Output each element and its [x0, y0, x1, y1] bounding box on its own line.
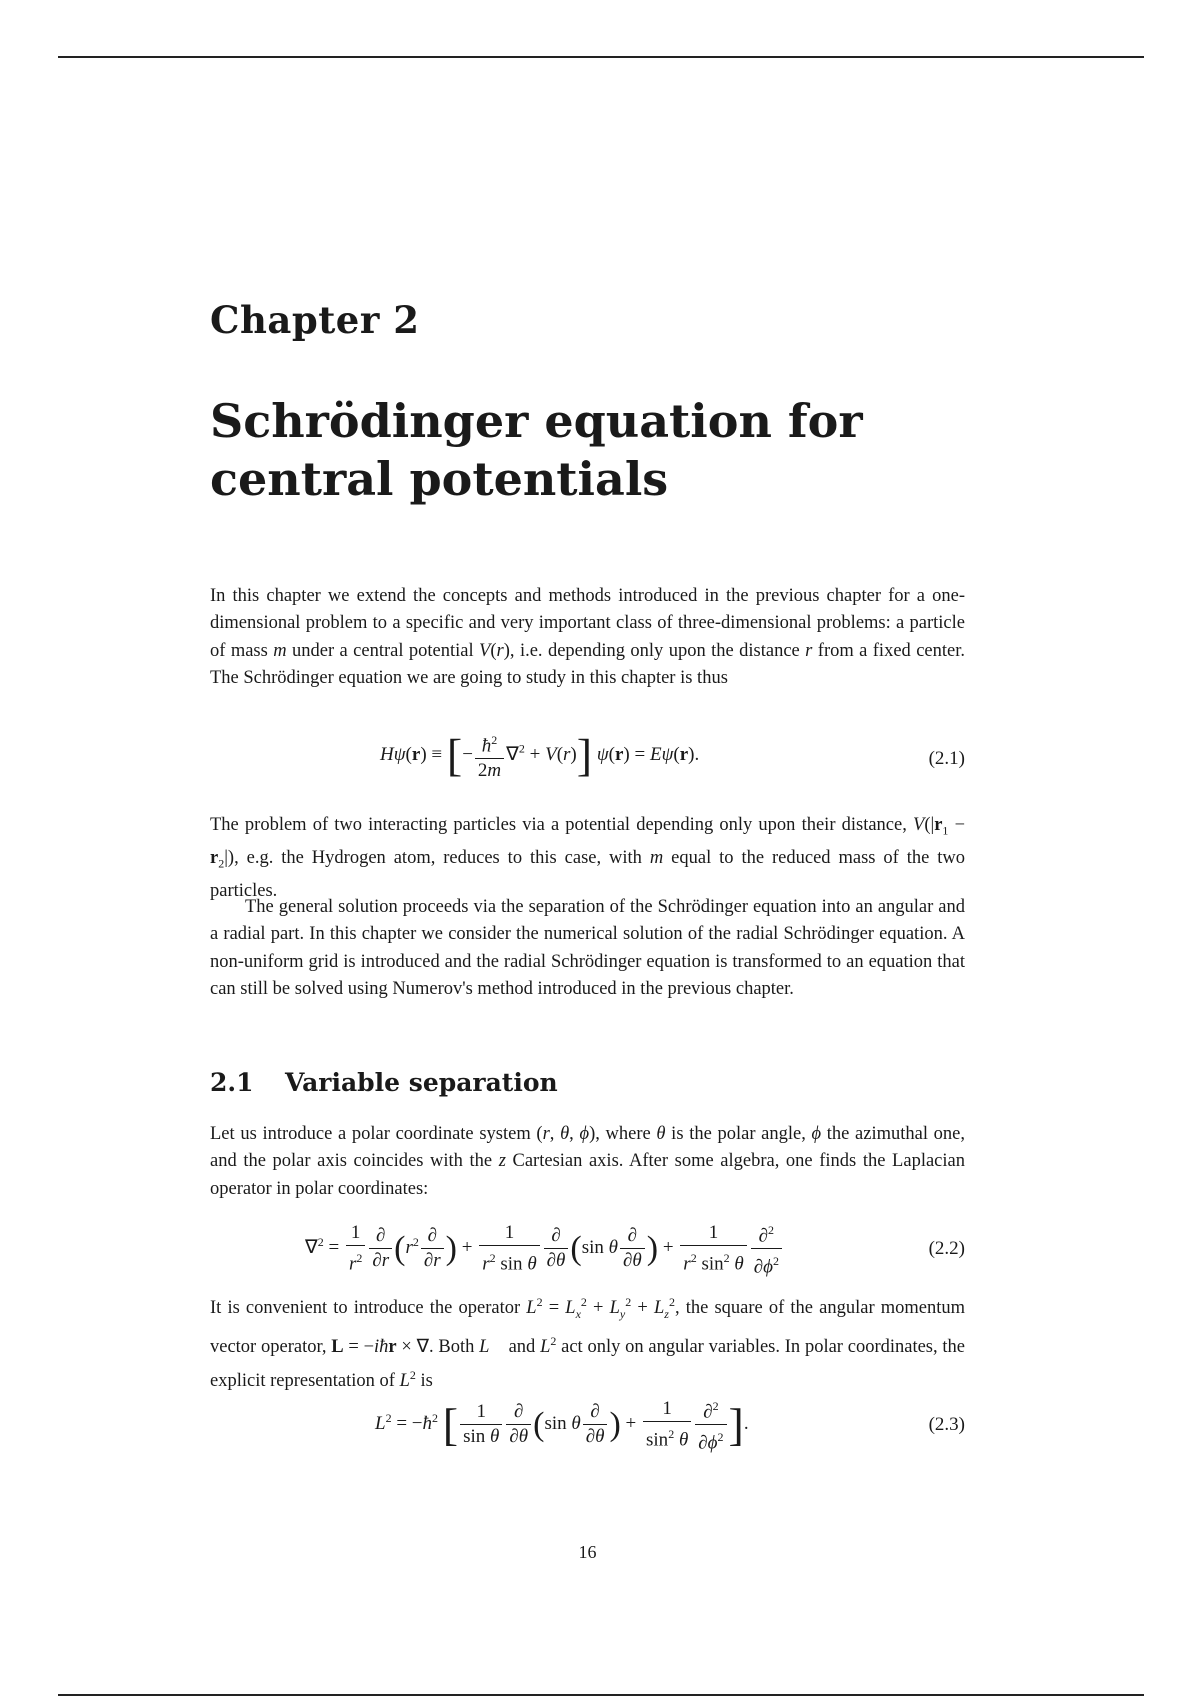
section-number: 2.1	[210, 1068, 254, 1097]
text-run: Let us introduce a polar coordinate system	[210, 1124, 537, 1144]
chapter-label: Chapter 2	[210, 298, 420, 342]
chapter-title: Schrödinger equation for central potentials	[210, 394, 863, 506]
section-paragraph-2: It is convenient to introduce the operator $L^2 = L_x^2 + L_y^2 + L_z^2$, the square of the angular momentum vector operator, L = −iħr × ∇. Both L⃗ and $L^2$ act only on angular variables. In polar coordinates, the explicit representation of $L^2$ is	[210, 1295, 966, 1391]
text-run: is	[415, 1370, 433, 1391]
text-run: Cartesian axis. After some algebra, one finds the Laplacian operator in polar coordinates:	[210, 1151, 965, 1199]
text-run: , i.e. depending only upon the distance	[509, 640, 806, 661]
text-run: In this chapter we extend the concepts and methods introduced in the previous chapter for a one-dimensional problem to a specific and very important class of three-dimensional problems: a particle of mass	[210, 586, 965, 661]
text-run: under a central potential	[286, 640, 480, 661]
text-run: , the square of the angular momentum vector operator,	[210, 1298, 966, 1358]
text-run: . Both	[428, 1337, 480, 1358]
section-title: Variable separation	[285, 1068, 558, 1097]
equation-number: (2.2)	[928, 1238, 965, 1259]
equation-2-2	[210, 1218, 965, 1288]
equation-2-3	[210, 1394, 965, 1464]
intro-paragraph-1: In this chapter we extend the concepts and methods introduced in the previous chapter for a one-dimensional problem to a specific and very important class of three-dimensional problems: a particle of mass m under a central potential V(r), i.e. depending only upon the distance r from a fixed center. The Schrödinger equation we are going to study in this chapter is thus	[210, 586, 965, 689]
text-run: , e.g. the Hydrogen atom, reduces to this case, with	[234, 848, 650, 869]
equation-body: Hψ(r) ≡ [− $\frac{ħ^2}{2m}$ ∇$^2$ + V(r)] ψ(r) = Eψ(r).	[380, 729, 700, 782]
text-run: equal to the reduced mass of the two particles.	[210, 848, 966, 902]
text-run: act only on angular variables. In polar coordinates, the explicit representation of	[210, 1337, 965, 1391]
intro-paragraph-3: The general solution proceeds via the separation of the Schrödinger equation into an angular and a radial part. In this chapter we consider the numerical solution of the radial Schrödinger equation. A non-uniform grid is introduced and the radial Schrödinger equation is transformed to an equation that can still be solved using Numerov's method introduced in the previous chapter.	[210, 897, 965, 1000]
page-number: 16	[578, 1542, 597, 1562]
text-run: and	[503, 1337, 541, 1358]
text-run: is the polar angle,	[665, 1124, 812, 1144]
section-heading	[210, 1068, 558, 1097]
equation-number: (2.1)	[928, 748, 965, 769]
section-paragraph-1: Let us introduce a polar coordinate system (r, θ, ϕ), where θ is the polar angle, ϕ the azimuthal one, and the polar axis coincides with the z Cartesian axis. After some algebra, one finds the Laplacian operator in polar coordinates:	[210, 1124, 966, 1199]
text-run: the azimuthal one, and the polar axis coincides with the	[210, 1124, 966, 1172]
text-run: The problem of two interacting particles via a potential depending only upon their distance,	[210, 815, 914, 835]
equation-body: $L^2$ = $-ħ^2$ [ $\frac{1}{\text{sin θ}}$ $\frac{\partial}{\partial\theta}$ (sin θ $\frac{\partial}{\partial\theta}$ ) + $\frac{1}{\sin^2 \theta}$ $\frac{\partial^2}{\partial\phi^2}$ ].	[375, 1394, 749, 1456]
equation-body: ∇$^2$ = $\frac{1}{r^2}$ $\frac{\partial}{\partial r}$ ($r^2$ $\frac{\partial}{\partial r}$ ) + $\frac{1}{r^2 \sin \theta}$ $\frac{\partial}{\partial\theta}$ (sin θ $\frac{\partial}{\partial\theta}$ ) + $\frac{1}{r^2 \sin^2 \theta}$ $\frac{\partial^2}{\partial\phi^2}$	[305, 1218, 784, 1280]
text-run: It is convenient to introduce the operator	[210, 1298, 527, 1319]
text-run: from a fixed center. The Schrödinger equation we are going to study in this chapter is thus	[210, 640, 965, 689]
bottom-rule	[58, 1694, 1144, 1696]
top-rule	[58, 56, 1144, 58]
intro-paragraph-2: The problem of two interacting particles via a potential depending only upon their distance, $V(|r_1 - r_2|)$, e.g. the Hydrogen atom, reduces to this case, with m equal to the reduced mass of the two particles.	[210, 815, 966, 902]
equation-number: (2.3)	[928, 1414, 965, 1435]
text-run: , where	[595, 1124, 657, 1144]
equation-2-1	[210, 728, 965, 798]
